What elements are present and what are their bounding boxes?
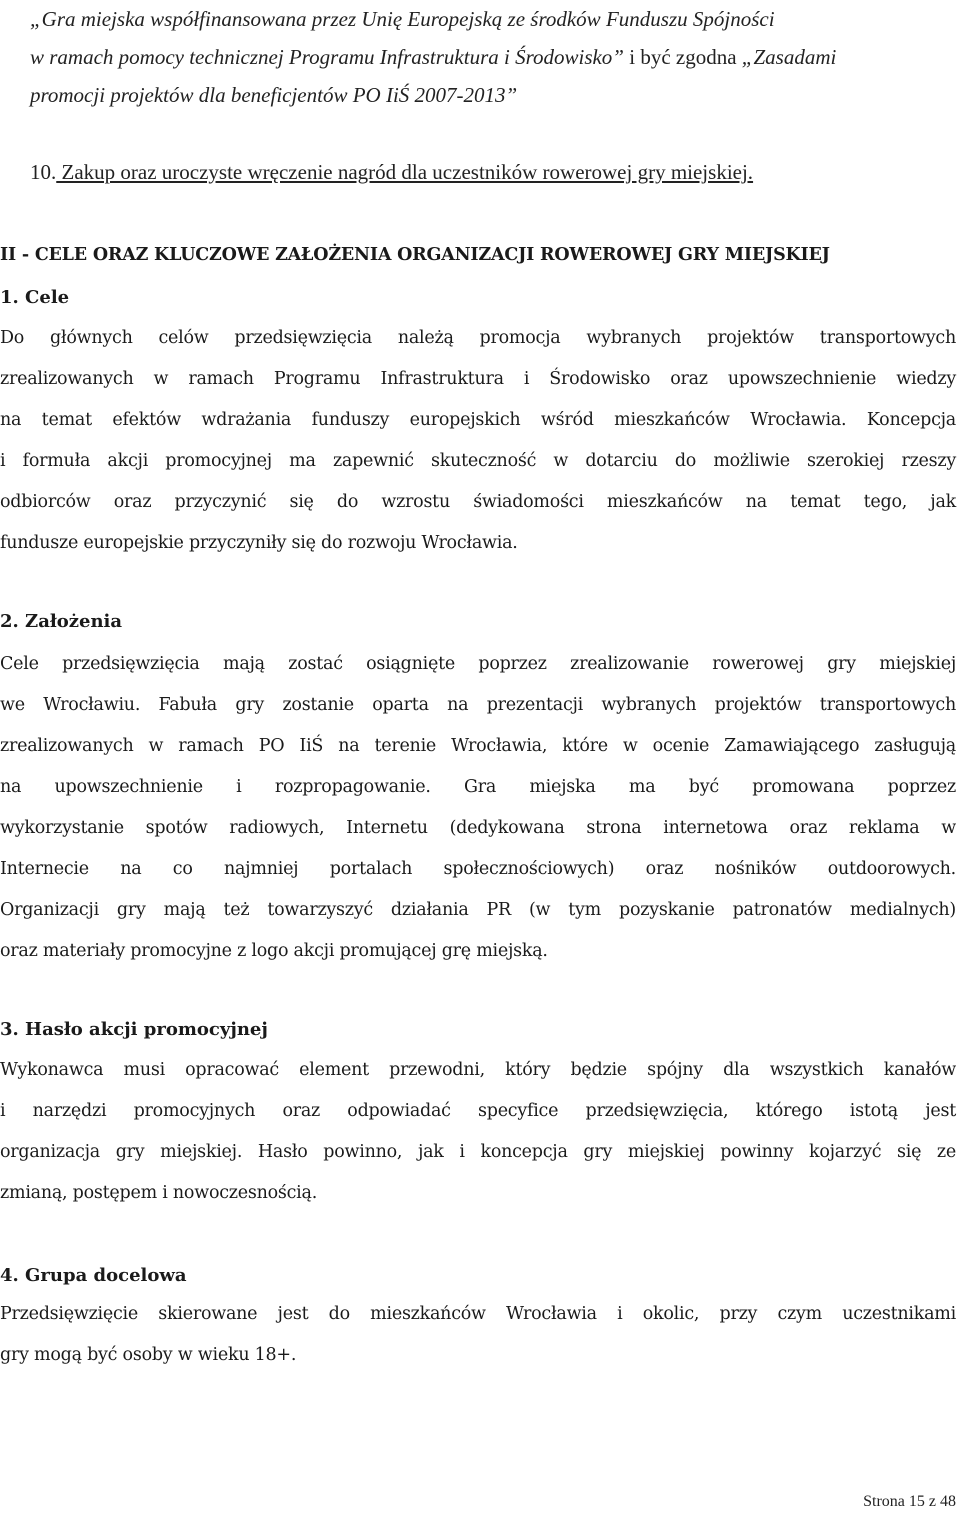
- paragraph-line: Do głównych celów przedsięwzięcia należą promocja wybranych projektów transportowych: [0, 328, 956, 348]
- section-body-grupa: [0, 1294, 956, 1376]
- section-body-cele: [0, 318, 956, 564]
- paragraph-line: zrealizowanych w ramach Programu Infrastruktura i Środowisko oraz upowszechnienie wiedzy: [0, 369, 956, 389]
- paragraph-line: fundusze europejskie przyczyniły się do rozwoju Wrocławia.: [0, 533, 518, 553]
- section-title-zalozenia: 2. Założenia: [0, 611, 123, 632]
- paragraph-line: Wykonawca musi opracować element przewodni, który będzie spójny dla wszystkich kanałów: [0, 1060, 956, 1080]
- intro-line-3: promocji projektów dla beneficjentów PO IiŚ 2007-2013”: [30, 83, 518, 107]
- intro-line-2-a: w ramach pomocy technicznej Programu Infrastruktura i Środowisko”: [30, 45, 624, 69]
- intro-line-2-plain: i być zgodna: [624, 45, 742, 69]
- paragraph-line: i narzędzi promocyjnych oraz odpowiadać specyfice przedsięwzięcia, którego istotą jest: [0, 1101, 956, 1121]
- paragraph-line: we Wrocławiu. Fabuła gry zostanie oparta na prezentacji wybranych projektów transportowych: [0, 695, 956, 715]
- paragraph-line: Organizacji gry mają też towarzyszyć działania PR (w tym pozyskanie patronatów medialnych): [0, 900, 956, 920]
- intro-line-2: [30, 38, 960, 76]
- section-title-grupa: 4. Grupa docelowa: [0, 1265, 187, 1286]
- paragraph-line: Internecie na co najmniej portalach społecznościowych) oraz nośników outdoorowych.: [0, 859, 956, 879]
- intro-line-2-b: „Zasadami: [741, 45, 837, 69]
- paragraph-line: zmianą, postępem i nowoczesnością.: [0, 1183, 318, 1203]
- intro-line-1: „Gra miejska współfinansowana przez Unię Europejską ze środków Funduszu Spójności: [30, 7, 775, 31]
- section-body-haslo: [0, 1050, 956, 1214]
- paragraph-line: Przedsięwzięcie skierowane jest do mieszkańców Wrocławia i okolic, przy czym uczestnikami: [0, 1304, 956, 1324]
- paragraph-line: odbiorców oraz przyczynić się do wzrostu świadomości mieszkańców na temat tego, jak: [0, 492, 956, 512]
- list-item-text: Zakup oraz uroczyste wręczenie nagród dla uczestników rowerowej gry miejskiej.: [56, 160, 754, 184]
- paragraph-line: Cele przedsięwzięcia mają zostać osiągnięte poprzez zrealizowanie rowerowej gry miejskiej: [0, 654, 956, 674]
- paragraph-line: na temat efektów wdrażania funduszy europejskich wśród mieszkańców Wrocławia. Koncepcja: [0, 410, 956, 430]
- list-item-10: [30, 157, 960, 187]
- paragraph-line: na upowszechnienie i rozpropagowanie. Gra miejska ma być promowana poprzez: [0, 777, 956, 797]
- section-title-haslo: 3. Hasło akcji promocyjnej: [0, 1019, 268, 1040]
- section-body-zalozenia: [0, 644, 956, 972]
- chapter-heading: II - CELE ORAZ KLUCZOWE ZAŁOŻENIA ORGANIZACJI ROWEROWEJ GRY MIEJSKIEJ: [0, 245, 830, 265]
- paragraph-line: organizacja gry miejskiej. Hasło powinno, jak i koncepcja gry miejskiej powinny kojarzyć się ze: [0, 1142, 956, 1162]
- intro-quote: [30, 0, 960, 114]
- section-title-cele: 1. Cele: [0, 287, 70, 308]
- paragraph-line: zrealizowanych w ramach PO IiŚ na terenie Wrocławia, które w ocenie Zamawiającego zasługują: [0, 736, 956, 756]
- paragraph-line: wykorzystanie spotów radiowych, Internetu (dedykowana strona internetowa oraz reklama w: [0, 818, 956, 838]
- page-number: Strona 15 z 48: [863, 1493, 956, 1510]
- paragraph-line: oraz materiały promocyjne z logo akcji promującej grę miejską.: [0, 941, 548, 961]
- paragraph-line: i formuła akcji promocyjnej ma zapewnić skuteczność w dotarciu do możliwie szerokiej rzeszy: [0, 451, 956, 471]
- paragraph-line: gry mogą być osoby w wieku 18+.: [0, 1345, 297, 1365]
- list-item-number: 10.: [30, 160, 57, 184]
